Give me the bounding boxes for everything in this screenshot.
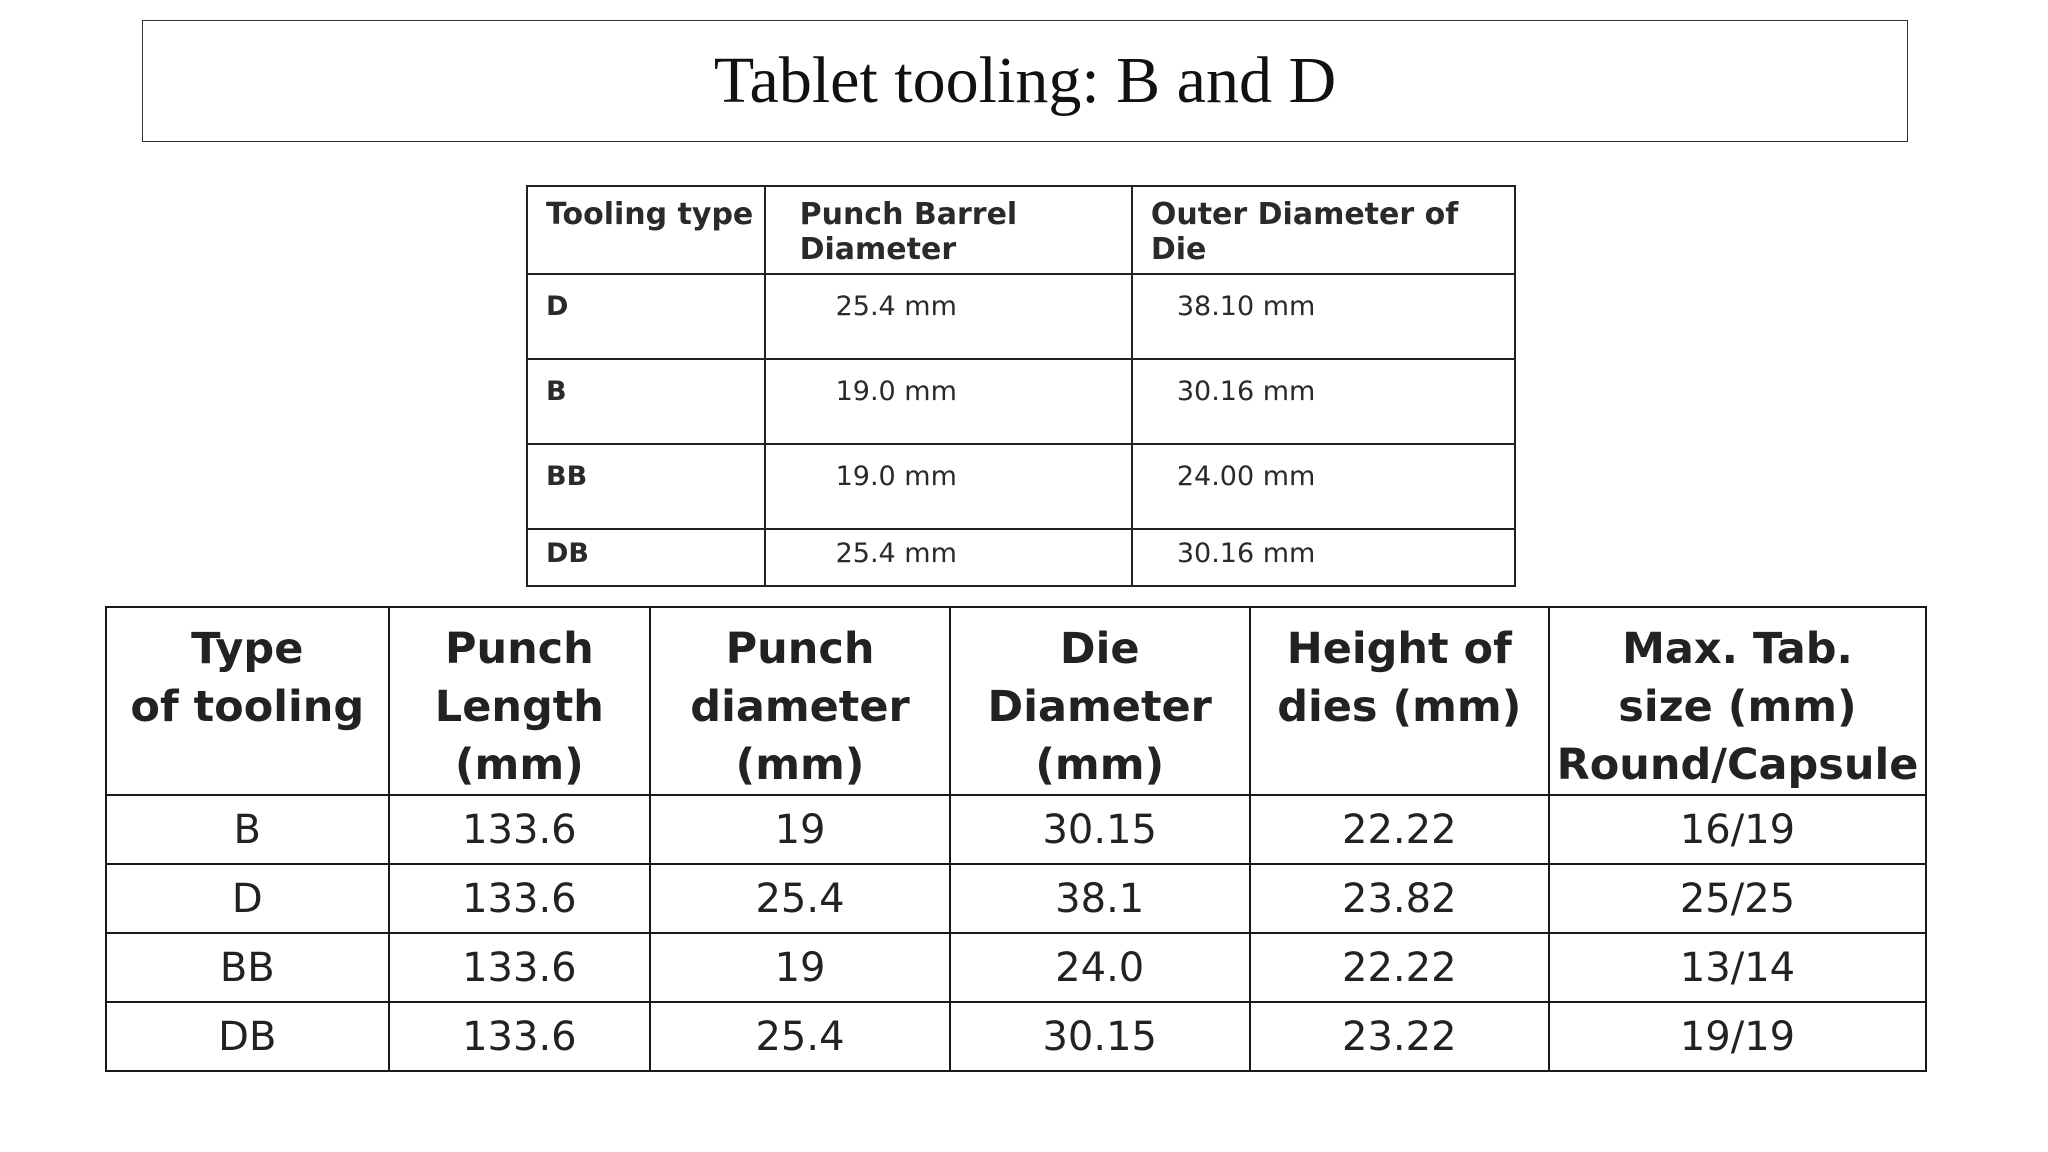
tooling-specs-table	[105, 606, 1927, 1072]
table-cell: 30.15	[950, 795, 1250, 864]
table-cell: B	[527, 359, 765, 444]
table-cell: 25/25	[1549, 864, 1926, 933]
table-cell: 19/19	[1549, 1002, 1926, 1071]
table-row	[106, 864, 1926, 933]
column-header-max-tab-size	[1549, 607, 1926, 795]
table-cell: 133.6	[389, 933, 651, 1002]
table-cell: 23.22	[1250, 1002, 1549, 1071]
table-row	[106, 795, 1926, 864]
table-cell: 19	[650, 933, 950, 1002]
column-header: Tooling type	[527, 186, 765, 274]
table-cell: 24.0	[950, 933, 1250, 1002]
table-row	[527, 359, 1515, 444]
slide-title: Tablet tooling: B and D	[713, 44, 1337, 117]
header-line: Diameter	[987, 682, 1212, 732]
table-cell: 13/14	[1549, 933, 1926, 1002]
tooling-dimensions-table	[526, 185, 1516, 587]
slide-title-box	[142, 20, 1908, 142]
header-line: Length	[434, 682, 604, 732]
table-cell: 30.16 mm	[1132, 529, 1515, 586]
table-cell: BB	[106, 933, 389, 1002]
table-cell: 133.6	[389, 795, 651, 864]
header-line: Die	[1059, 624, 1140, 674]
column-header-type	[106, 607, 389, 795]
table-cell: 30.15	[950, 1002, 1250, 1071]
table-cell: 133.6	[389, 864, 651, 933]
header-line: Height of	[1286, 624, 1512, 674]
table-cell: 23.82	[1250, 864, 1549, 933]
header-line: Punch	[725, 624, 875, 674]
table-cell: B	[106, 795, 389, 864]
table-cell: 25.4	[650, 1002, 950, 1071]
table-cell: 22.22	[1250, 795, 1549, 864]
table-cell: 24.00 mm	[1132, 444, 1515, 529]
table-cell: 38.10 mm	[1132, 274, 1515, 359]
header-line: Type	[191, 624, 304, 674]
header-line: size (mm)	[1618, 682, 1857, 732]
table-cell: 19.0 mm	[765, 359, 1132, 444]
column-header-die-diameter	[950, 607, 1250, 795]
table-cell: BB	[527, 444, 765, 529]
column-header: Punch Barrel Diameter	[765, 186, 1132, 274]
table-row	[527, 444, 1515, 529]
table-cell: D	[527, 274, 765, 359]
table-cell: 19.0 mm	[765, 444, 1132, 529]
table-header-row	[527, 186, 1515, 274]
column-header: Outer Diameter of Die	[1132, 186, 1515, 274]
table-cell: 19	[650, 795, 950, 864]
table-row	[527, 529, 1515, 586]
column-header-punch-length	[389, 607, 651, 795]
table-cell: 30.16 mm	[1132, 359, 1515, 444]
header-line: (mm)	[735, 740, 865, 790]
header-line: Round/Capsule	[1556, 740, 1919, 790]
table-row	[527, 274, 1515, 359]
column-header-die-height	[1250, 607, 1549, 795]
table-row	[106, 933, 1926, 1002]
table-cell: 25.4 mm	[765, 529, 1132, 586]
table-header-row	[106, 607, 1926, 795]
table-cell: 25.4	[650, 864, 950, 933]
table-cell: 22.22	[1250, 933, 1549, 1002]
header-line: (mm)	[1035, 740, 1165, 790]
header-line: Max. Tab.	[1622, 624, 1853, 674]
column-header-punch-diameter	[650, 607, 950, 795]
table-cell: 133.6	[389, 1002, 651, 1071]
table-cell: D	[106, 864, 389, 933]
header-line: Punch	[444, 624, 594, 674]
header-line: of tooling	[130, 682, 365, 732]
header-line: (mm)	[454, 740, 584, 790]
table-cell: 16/19	[1549, 795, 1926, 864]
header-line: diameter	[690, 682, 910, 732]
table-cell: 25.4 mm	[765, 274, 1132, 359]
header-line: dies (mm)	[1277, 682, 1522, 732]
table-cell: DB	[527, 529, 765, 586]
table-cell: 38.1	[950, 864, 1250, 933]
table-cell: DB	[106, 1002, 389, 1071]
table-row	[106, 1002, 1926, 1071]
